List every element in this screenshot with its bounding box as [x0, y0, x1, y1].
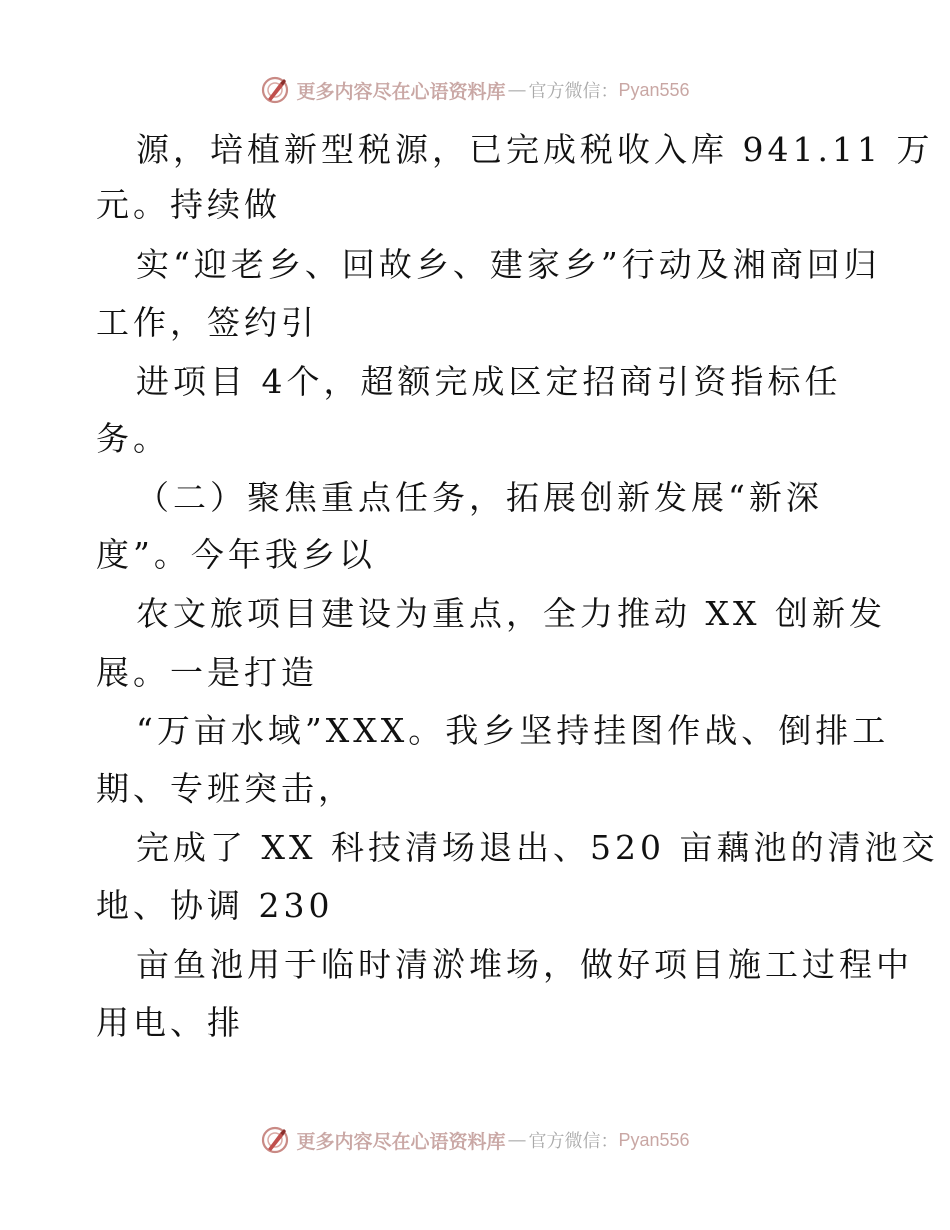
text-line-10: 展。一是打造	[96, 653, 318, 692]
watermark-dash: —	[507, 79, 527, 101]
text-line-8: 度”。今年我乡以	[96, 535, 376, 574]
text-line-6: 务。	[96, 419, 170, 458]
text-line-11: “万亩水域”XXX。我乡坚持挂图作战、倒排工	[136, 711, 890, 750]
text-line-3: 实“迎老乡、回故乡、建家乡”行动及湘商回归	[136, 245, 881, 284]
text-line-7: （二）聚焦重点任务，拓展创新发展“新深	[136, 478, 823, 517]
text-line-1: 源，培植新型税源，已完成税收入库 941.11 万	[136, 130, 934, 169]
text-line-2: 元。持续做	[96, 185, 281, 224]
pen-logo-icon	[260, 75, 290, 105]
text-line-12: 期、专班突击，	[96, 769, 355, 808]
text-line-14: 地、协调 230	[96, 886, 334, 925]
watermark-brand: 更多内容尽在心语资料库	[296, 1130, 506, 1153]
text-line-13: 完成了 XX 科技清场退出、520 亩藕池的清池交	[136, 828, 939, 867]
watermark-wechat-id: Pyan556	[618, 79, 690, 100]
watermark-brand: 更多内容尽在心语资料库	[296, 80, 506, 103]
text-line-15: 亩鱼池用于临时清淤堆场，做好项目施工过程中	[136, 945, 913, 984]
header-watermark	[0, 70, 950, 110]
watermark-dash: —	[507, 1129, 527, 1151]
pen-logo-icon	[260, 1125, 290, 1155]
text-line-4: 工作，签约引	[96, 303, 318, 342]
watermark-wechat-id: Pyan556	[618, 1129, 690, 1150]
text-line-16: 用电、排	[96, 1003, 244, 1042]
footer-watermark	[0, 1120, 950, 1160]
watermark-wechat-label: 官方微信：	[528, 81, 619, 102]
watermark-wechat-label: 官方微信：	[528, 1131, 619, 1152]
text-line-5: 进项目 4个，超额完成区定招商引资指标任	[136, 362, 842, 401]
text-line-9: 农文旅项目建设为重点，全力推动 XX 创新发	[136, 594, 886, 633]
